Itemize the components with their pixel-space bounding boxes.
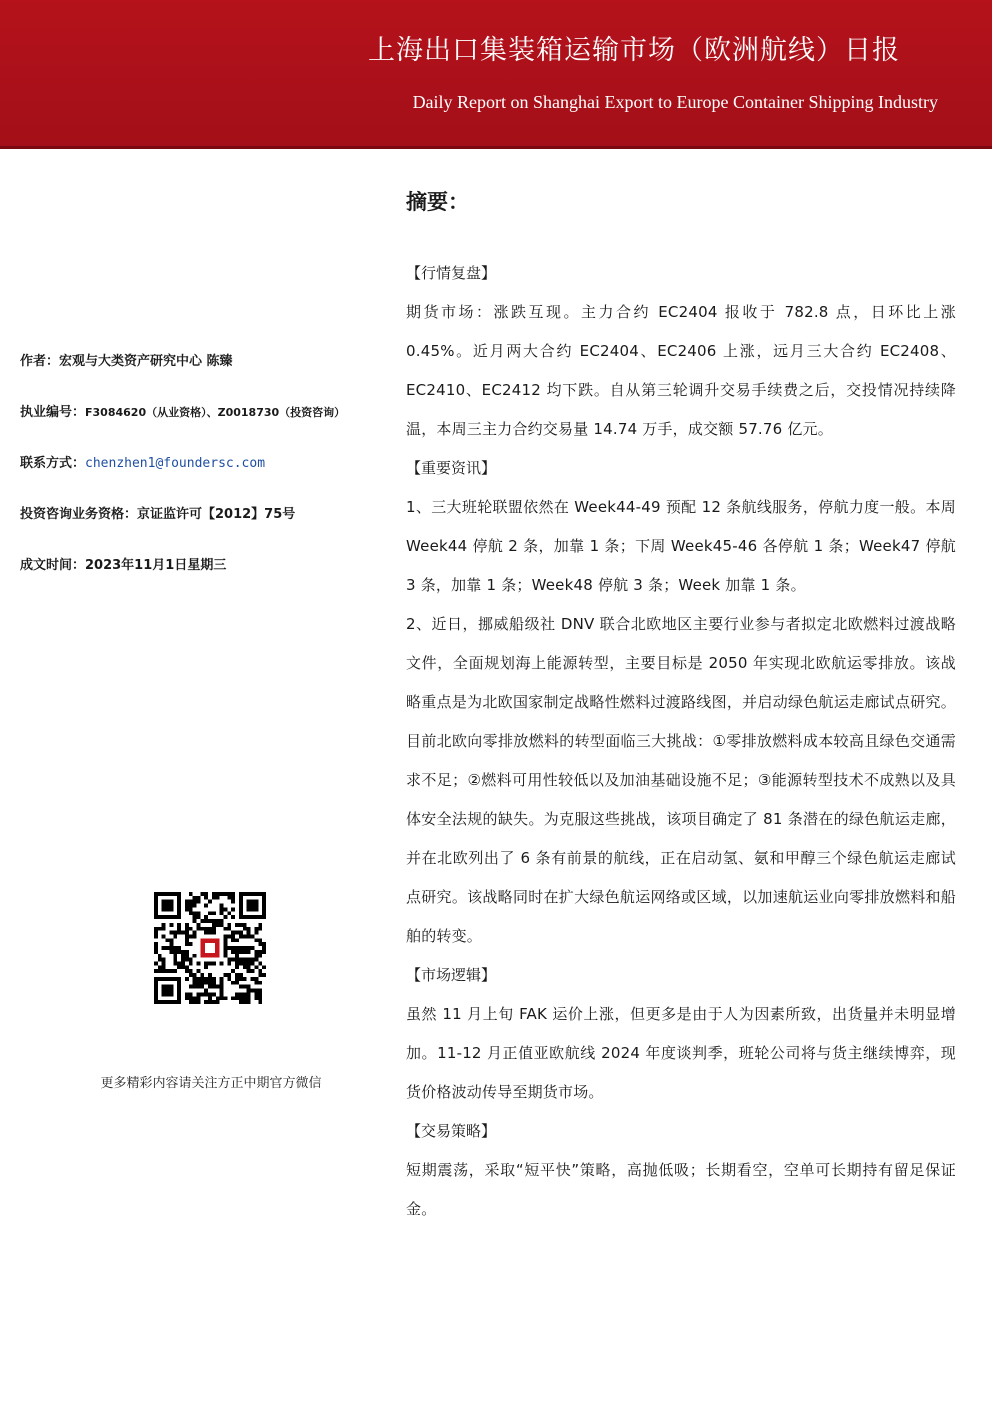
qr-code-graphic [154,892,266,1004]
abstract-title: 摘要： [406,190,469,214]
report-title-cn: 上海出口集装箱运输市场（欧洲航线）日报 [368,35,900,66]
report-title-en: Daily Report on Shanghai Export to Europe Container Shipping Industry [412,92,938,112]
section-paragraph: 短期震荡，采取“短平快”策略，高抛低吸；长期看空，空单可长期持有留足保证金。 [406,1161,956,1218]
section-heading: 【交易策略】 [406,1122,497,1140]
license-value: F3084620（从业资格）、Z0018730（投资咨询） [85,406,346,419]
abstract-section [406,186,956,1229]
qualification-line: 投资咨询业务资格：京证监许可【2012】75号 [20,507,296,522]
contact-label: 联系方式： [20,456,86,471]
section-heading: 【市场逻辑】 [406,966,497,984]
author-sidebar [20,350,380,605]
section-heading: 【重要资讯】 [406,459,497,477]
license-label: 执业编号： [20,405,86,420]
contact-line [20,452,380,471]
license-line [20,401,380,420]
author-line: 作者：宏观与大类资产研究中心 陈臻 [20,354,233,369]
section-paragraph: 1、三大班轮联盟依然在 Week44-49 预配 12 条航线服务，停航力度一般。本周 Week44 停航 2 条，加靠 1 条；下周 Week45-46 各停航 1 条；Week47 停航 3 条，加靠 1 条；Week48 停航 3 条；Week 加靠 1 条。 [406,498,956,594]
section-paragraph: 期货市场：涨跌互现。主力合约 EC2404 报收于 782.8 点，日环比上涨 0.45%。近月两大合约 EC2404、EC2406 上涨，远月三大合约 EC2408、EC2410、EC2412 均下跌。自从第三轮调升交易手续费之后，交投情况持续降温，本周三主力合约交易量 14.74 万手，成交额 57.76 亿元。 [406,303,956,438]
report-header-banner [0,0,992,146]
contact-email-link[interactable]: chenzhen1@foundersc.com [85,456,266,471]
section-paragraph: 2、近日，挪威船级社 DNV 联合北欧地区主要行业参与者拟定北欧燃料过渡战略文件，全面规划海上能源转型，主要目标是 2050 年实现北欧航运零排放。该战略重点是为北欧国家制定战略性燃料过渡路线图，并启动绿色航运走廊试点研究。目前北欧向零排放燃料的转型面临三大挑战：①零排放燃料成本较高且绿色交通需求不足；②燃料可用性较低以及加油基础设施不足；③能源转型技术不成熟以及具体安全法规的缺失。为克服这些挑战，该项目确定了 81 条潜在的绿色航运走廊，并在北欧列出了 6 条有前景的航线，正在启动氢、氨和甲醇三个绿色航运走廊试点研究。该战略同时在扩大绿色航运网络或区域，以加速航运业向零排放燃料和船舶的转变。 [406,615,956,945]
section-heading: 【行情复盘】 [406,264,497,282]
header-divider [0,146,992,149]
date-line: 成文时间：2023年11月1日星期三 [20,558,227,573]
wechat-qr-code [154,892,266,1004]
qr-caption: 更多精彩内容请关注方正中期官方微信 [100,1076,322,1091]
section-paragraph: 虽然 11 月上旬 FAK 运价上涨，但更多是由于人为因素所致，出货量并未明显增加。11-12 月正值亚欧航线 2024 年度谈判季，班轮公司将与货主继续博弈，现货价格波动传导至期货市场。 [406,1005,956,1101]
abstract-body [406,254,956,1229]
